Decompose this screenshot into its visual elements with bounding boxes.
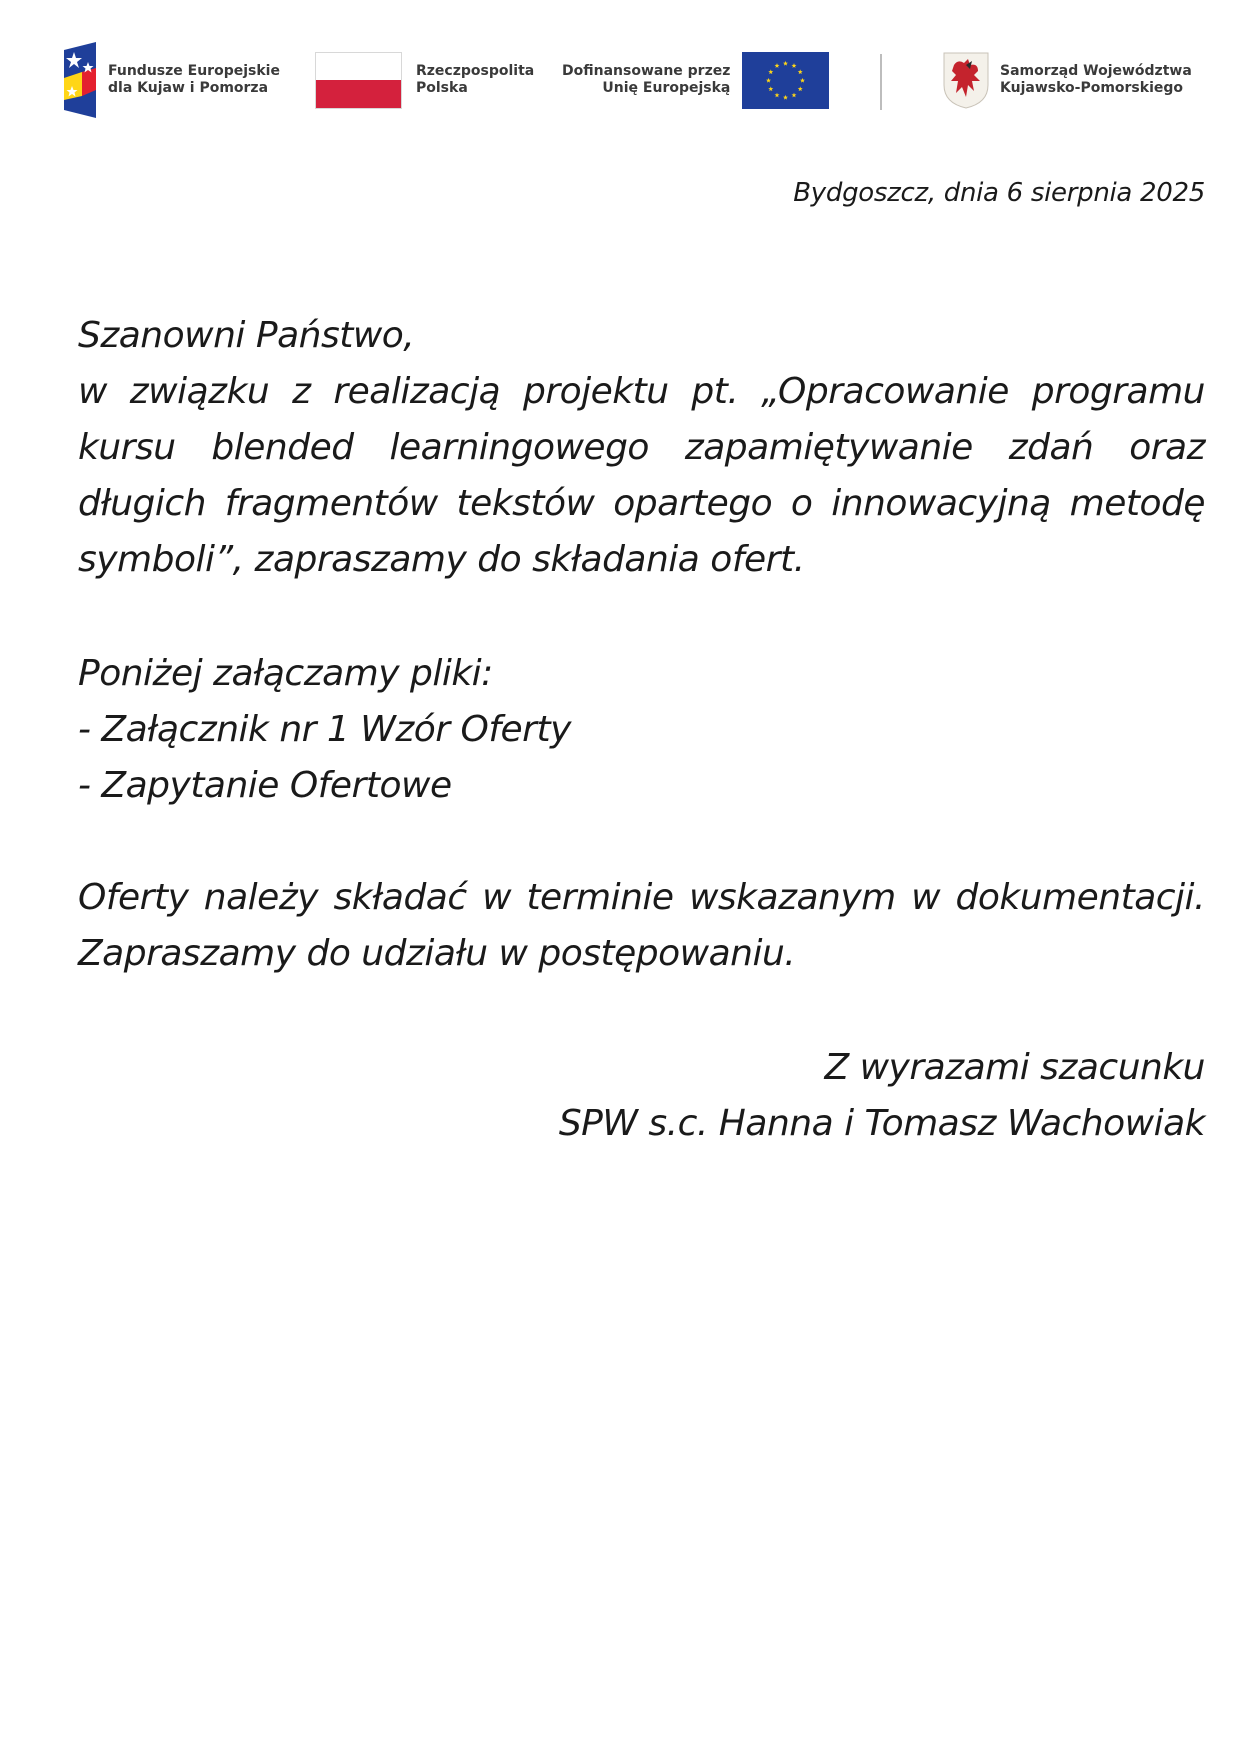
logo-divider <box>880 54 882 110</box>
letter-intro-paragraph: w związku z realizacją projektu pt. „Opracowanie programu kursu blended learningowego zapamiętywanie zdań oraz długich fragmentów tekstów opartego o innowacyjną metodę symboli”, zapraszamy do składania ofert. <box>78 371 1205 580</box>
samorzad-wojewodztwa-logo <box>942 40 1192 120</box>
polish-flag-icon <box>315 52 402 109</box>
signature-salutation: Z wyrazami szacunku <box>824 1047 1205 1088</box>
samorzad-label <box>1000 63 1192 97</box>
attachments-block <box>78 646 1205 814</box>
logo-bar <box>60 40 1210 120</box>
fundusze-line-1: Fundusze Europejskie <box>108 63 280 79</box>
signature-name: SPW s.c. Hanna i Tomasz Wachowiak <box>558 1103 1205 1144</box>
ue-line-2: Unię Europejską <box>602 80 731 96</box>
attachment-item: - Zapytanie Ofertowe <box>78 765 452 806</box>
kujawsko-pomorskie-crest-icon <box>942 51 990 109</box>
samorzad-line-2: Kujawsko-Pomorskiego <box>1000 80 1184 96</box>
closing-line-2: Zapraszamy do udziału w postępowaniu. <box>78 933 796 974</box>
rzeczpospolita-label <box>416 63 534 97</box>
ue-line-1: Dofinansowane przez <box>562 63 731 79</box>
letter-greeting: Szanowni Państwo, <box>78 315 415 356</box>
ue-cofinancing-logo <box>562 40 829 120</box>
attachments-heading: Poniżej załączamy pliki: <box>78 653 493 694</box>
fundusze-europejskie-logo <box>60 40 280 120</box>
closing-block <box>78 870 1205 982</box>
samorzad-line-1: Samorząd Województwa <box>1000 63 1192 79</box>
rzeczpospolita-line-2: Polska <box>416 80 468 96</box>
rzeczpospolita-line-1: Rzeczpospolita <box>416 63 535 79</box>
letter-intro-block <box>78 308 1205 588</box>
fundusze-europejskie-emblem-icon <box>60 42 102 118</box>
closing-line-1: Oferty należy składać w terminie wskazanym w dokumentacji. <box>78 877 1205 918</box>
fundusze-line-2: dla Kujaw i Pomorza <box>108 80 269 96</box>
signature-block <box>400 1040 1205 1152</box>
rzeczpospolita-polska-logo <box>315 40 534 120</box>
ue-label <box>562 63 730 97</box>
attachment-item: - Załącznik nr 1 Wzór Oferty <box>78 709 571 750</box>
fundusze-europejskie-label <box>108 63 280 97</box>
letter-date: Bydgoszcz, dnia 6 sierpnia 2025 <box>793 178 1205 208</box>
eu-flag-icon <box>742 52 829 109</box>
